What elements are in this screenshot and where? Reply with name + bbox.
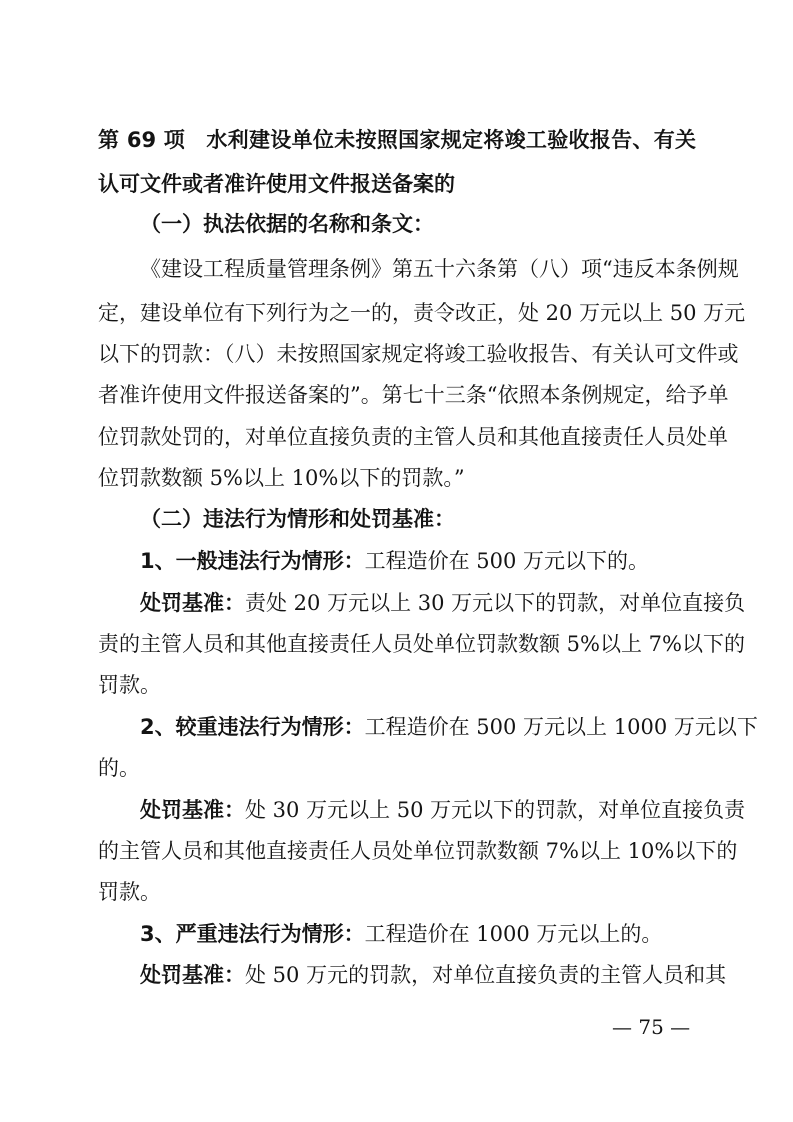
section-1-line: 以下的罚款：（八）未按照国家规定将竣工验收报告、有关认可文件或 — [98, 342, 739, 366]
general-basis-line — [140, 590, 746, 616]
serious-basis-label: 处罚基准： — [140, 798, 245, 822]
severe-basis-label: 处罚基准： — [140, 963, 245, 987]
section-1-line: 位罚款数额 5%以上 10%以下的罚款。” — [98, 466, 465, 490]
general-basis-line: 罚款。 — [98, 673, 161, 697]
item-number: 第 69 项 — [98, 128, 186, 152]
serious-violation-line — [140, 714, 758, 740]
general-violation-text: 工程造价在 500 万元以下的。 — [364, 549, 650, 573]
general-basis-text: 责处 20 万元以上 30 万元以下的罚款，对单位直接负 — [245, 591, 746, 615]
serious-basis-text: 处 30 万元以上 50 万元以下的罚款，对单位直接负责 — [245, 798, 746, 822]
general-basis-label: 处罚基准： — [140, 591, 245, 615]
serious-violation-text: 工程造价在 500 万元以上 1000 万元以下 — [364, 715, 758, 739]
section-1-heading: （一）执法依据的名称和条文： — [140, 212, 434, 236]
general-violation-line — [140, 548, 696, 574]
serious-violation-label: 2、较重违法行为情形： — [140, 715, 365, 739]
general-violation-label: 1、一般违法行为情形： — [140, 549, 365, 573]
severe-basis-text: 处 50 万元的罚款，对单位直接负责的主管人员和其 — [245, 963, 727, 987]
section-1-line: 者准许使用文件报送备案的”。第七十三条“依照本条例规定，给予单 — [98, 383, 729, 407]
severe-violation-text: 工程造价在 1000 万元以上的。 — [364, 922, 663, 946]
severe-basis-line — [140, 962, 727, 988]
item-title-text: 水利建设单位未按照国家规定将竣工验收报告、有关 — [206, 128, 697, 152]
severe-violation-line — [140, 921, 696, 947]
page-number: — 75 — — [612, 1015, 691, 1039]
serious-basis-line: 的主管人员和其他直接责任人员处单位罚款数额 7%以上 10%以下的 — [98, 839, 738, 863]
general-basis-line: 责的主管人员和其他直接责任人员处单位罚款数额 5%以上 7%以下的 — [98, 632, 745, 656]
severe-violation-label: 3、严重违法行为情形： — [140, 922, 365, 946]
section-2-heading: （二）违法行为情形和处罚基准： — [140, 507, 455, 531]
section-1-line: 定，建设单位有下列行为之一的，责令改正，处 20 万元以上 50 万元 — [98, 301, 746, 325]
section-1-line: 位罚款处罚的，对单位直接负责的主管人员和其他直接责任人员处单 — [98, 425, 728, 449]
serious-basis-line: 罚款。 — [98, 880, 161, 904]
serious-violation-line-2: 的。 — [98, 756, 140, 780]
item-title-line-1 — [98, 127, 696, 153]
serious-basis-line — [140, 797, 746, 823]
item-title-line-2: 认可文件或者准许使用文件报送备案的 — [98, 172, 455, 196]
section-1-line: 《建设工程质量管理条例》第五十六条第（八）项“违反本条例规 — [140, 257, 739, 281]
